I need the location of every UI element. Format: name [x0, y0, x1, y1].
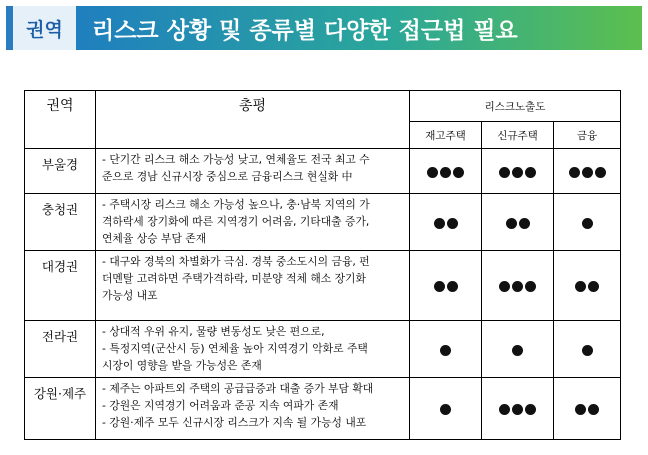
summary-cell	[96, 321, 410, 378]
risk-dot-icon	[575, 404, 586, 415]
summary-line: - 특정지역(군산시 등) 연체율 높아 지역경기 악화로 주택	[102, 342, 368, 355]
header-finance: 금융	[554, 122, 621, 149]
risk-level-existing-housing	[410, 321, 482, 378]
summary-cell	[96, 194, 410, 251]
header-existing-housing: 재고주택	[410, 122, 482, 149]
risk-dot-icon	[499, 404, 510, 415]
region-cell: 강원·제주	[25, 378, 96, 440]
risk-dot-icon	[434, 281, 445, 292]
risk-dot-icon	[588, 281, 599, 292]
section-tag: 권역	[6, 6, 76, 50]
risk-dot-icon	[440, 167, 451, 178]
risk-level-finance	[554, 321, 621, 378]
risk-dot-icon	[512, 281, 523, 292]
summary-line: 시장이 영향을 받을 가능성은 존재	[102, 359, 262, 372]
slide-header	[6, 6, 642, 50]
risk-level-existing-housing	[410, 194, 482, 251]
risk-dot-icon	[582, 167, 593, 178]
risk-dot-icon	[588, 404, 599, 415]
risk-dot-icon	[512, 345, 523, 356]
summary-cell	[96, 149, 410, 194]
table-row	[25, 149, 621, 194]
summary-line: 연체율 상승 부담 존재	[102, 232, 207, 245]
header-new-housing: 신규주택	[482, 122, 554, 149]
risk-dot-icon	[582, 218, 593, 229]
table-row	[25, 194, 621, 251]
table-row	[25, 321, 621, 378]
region-cell: 대경권	[25, 251, 96, 321]
summary-line: 가능성 내포	[102, 289, 158, 302]
table-row	[25, 378, 621, 440]
risk-dot-icon	[582, 345, 593, 356]
risk-dot-icon	[506, 218, 517, 229]
risk-dot-icon	[512, 404, 523, 415]
risk-level-finance	[554, 149, 621, 194]
summary-line: - 상대적 우위 유지, 물량 변동성도 낮은 편으로,	[102, 325, 325, 338]
risk-level-existing-housing	[410, 251, 482, 321]
risk-dot-icon	[575, 281, 586, 292]
risk-level-finance	[554, 378, 621, 440]
header-risk-exposure: 리스크노출도	[410, 91, 621, 122]
risk-dot-icon	[512, 167, 523, 178]
risk-level-new-housing	[482, 321, 554, 378]
summary-line: 격하락세 장기화에 따른 지역경기 어려움, 기타대출 증가,	[102, 215, 370, 228]
risk-level-existing-housing	[410, 378, 482, 440]
risk-dot-icon	[525, 281, 536, 292]
risk-dot-icon	[447, 218, 458, 229]
risk-dot-icon	[595, 167, 606, 178]
risk-level-new-housing	[482, 149, 554, 194]
table-row	[25, 251, 621, 321]
summary-line: - 단기간 리스크 해소 가능성 낮고, 연체율도 전국 최고 수	[102, 153, 370, 166]
summary-cell	[96, 251, 410, 321]
risk-level-existing-housing	[410, 149, 482, 194]
header-region: 권역	[25, 91, 96, 149]
risk-dot-icon	[569, 167, 580, 178]
risk-dot-icon	[427, 167, 438, 178]
summary-line: 더멘탈 고려하면 주택가격하락, 미분양 적체 해소 장기화	[102, 272, 366, 285]
risk-dot-icon	[434, 218, 445, 229]
risk-table	[24, 90, 621, 440]
risk-level-finance	[554, 251, 621, 321]
risk-dot-icon	[440, 345, 451, 356]
summary-line: - 강원은 지역경기 어려움과 준공 지속 여파가 존재	[102, 399, 339, 412]
region-cell: 전라권	[25, 321, 96, 378]
region-cell: 부울경	[25, 149, 96, 194]
table-body	[25, 149, 621, 440]
risk-dot-icon	[453, 167, 464, 178]
risk-level-finance	[554, 194, 621, 251]
risk-dot-icon	[519, 218, 530, 229]
risk-dot-icon	[525, 404, 536, 415]
summary-cell	[96, 378, 410, 440]
risk-dot-icon	[447, 281, 458, 292]
risk-dot-icon	[499, 167, 510, 178]
summary-line: - 주택시장 리스크 해소 가능성 높으나, 충·남북 지역의 가	[102, 198, 370, 211]
slide-title: 리스크 상황 및 종류별 다양한 접근법 필요	[76, 6, 642, 50]
risk-level-new-housing	[482, 194, 554, 251]
region-cell: 충청권	[25, 194, 96, 251]
risk-dot-icon	[525, 167, 536, 178]
risk-dot-icon	[440, 404, 451, 415]
summary-line: - 제주는 아파트외 주택의 공급급증과 대출 증가 부담 확대	[102, 382, 374, 395]
header-summary: 총평	[96, 91, 410, 149]
summary-line: - 강원·제주 모두 신규시장 리스크가 지속 될 가능성 내포	[102, 416, 367, 429]
summary-line: - 대구와 경북의 차별화가 극심. 경북 중소도시의 금융, 펀	[102, 255, 370, 268]
risk-level-new-housing	[482, 378, 554, 440]
risk-dot-icon	[499, 281, 510, 292]
risk-level-new-housing	[482, 251, 554, 321]
summary-line: 준으로 경남 신규시장 중심으로 금융리스크 현실화 中	[102, 170, 353, 183]
